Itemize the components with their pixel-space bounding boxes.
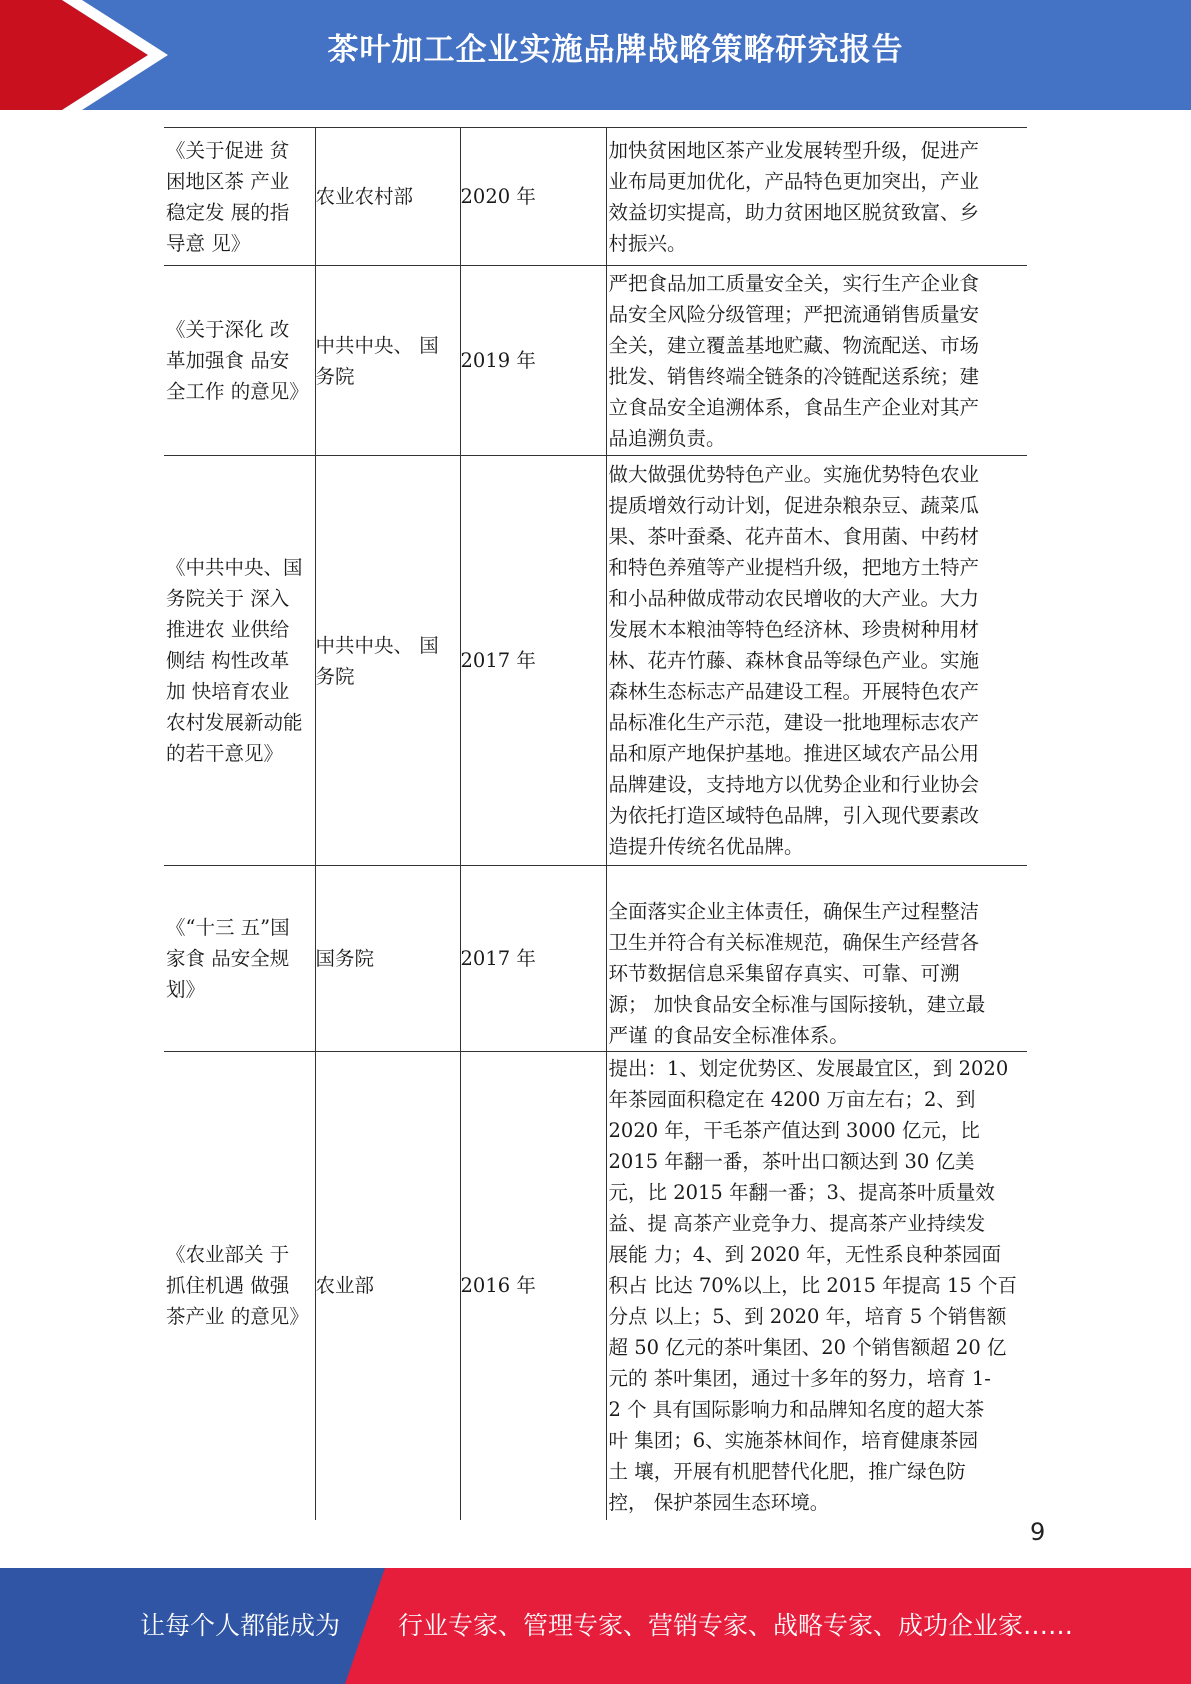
table-row — [164, 1052, 1027, 1520]
policy-content-cell — [606, 128, 1027, 266]
policy-table-wrapper — [164, 127, 1027, 1520]
content-line: 全关，建立覆盖基地贮藏、物流配送、市场 — [608, 333, 980, 357]
department-cell: 农业部 — [315, 1052, 460, 1520]
content-line: 品标准化生产示范，建设一批地理标志农产 — [608, 711, 980, 734]
year-cell: 2016 年 — [460, 1052, 606, 1520]
content-line: 控， 保护茶园生态环境。 — [608, 1491, 830, 1515]
footer-slogan-left: 让每个人都能成为 — [140, 1611, 341, 1640]
content-line: 发展木本粮油等特色经济林、珍贵树种用材 — [608, 618, 980, 641]
policy-content-cell — [606, 866, 1027, 1052]
content-line: 2020 年，干毛茶产值达到 3000 亿元，比 — [608, 1119, 980, 1143]
table-row — [164, 456, 1027, 866]
content-line: 源； 加快食品安全标准与国际接轨，建立最 — [608, 993, 986, 1016]
content-line: 土 壤，开展有机肥替代化肥，推广绿色防 — [608, 1460, 966, 1484]
content-line: 展能 力；4、到 2020 年，无性系良种茶园面 — [608, 1243, 1002, 1267]
policy-name-cell: 《中共中央、国务院关于 深入推进农 业供给侧结 构性改革加 快培育农业 农村发展新动能的若干意见》 — [164, 456, 315, 866]
content-line: 村振兴。 — [608, 231, 687, 255]
table-row — [164, 266, 1027, 456]
content-line: 环节数据信息采集留存真实、可靠、可溯 — [608, 962, 960, 985]
year-cell: 2017 年 — [460, 866, 606, 1052]
content-line: 效益切实提高，助力贫困地区脱贫致富、乡 — [608, 200, 980, 224]
table-row — [164, 866, 1027, 1052]
content-line: 和特色养殖等产业提档升级，把地方土特产 — [608, 556, 980, 579]
page-number: 9 — [1030, 1518, 1046, 1546]
content-line: 为依托打造区域特色品牌，引入现代要素改 — [608, 804, 980, 827]
policy-name-cell: 《关于深化 改革加强食 品安全工作 的意见》 — [164, 266, 315, 456]
policy-name-cell: 《农业部关 于抓住机遇 做强茶产业 的意见》 — [164, 1052, 315, 1520]
content-line: 分点 以上；5、到 2020 年，培育 5 个销售额 — [608, 1305, 1007, 1329]
content-line: 严把食品加工质量安全关，实行生产企业食 — [608, 271, 980, 295]
department-cell: 中共中央、 国务院 — [315, 456, 460, 866]
department-cell: 中共中央、 国务院 — [315, 266, 460, 456]
content-line: 超 50 亿元的茶叶集团、20 个销售额超 20 亿 — [608, 1336, 1007, 1360]
content-line: 全面落实企业主体责任，确保生产过程整洁 — [608, 900, 980, 923]
content-line: 积占 比达 70%以上，比 2015 年提高 15 个百 — [608, 1274, 1017, 1298]
policy-name-cell: 《关于促进 贫困地区茶 产业稳定发 展的指导意 见》 — [164, 128, 315, 266]
report-footer — [0, 1568, 1191, 1684]
content-line: 做大做强优势特色产业。实施优势特色农业 — [608, 463, 980, 486]
policy-name-cell: 《“十三 五”国家食 品安全规划》 — [164, 866, 315, 1052]
content-line: 叶 集团；6、实施茶林间作，培育健康茶园 — [608, 1429, 979, 1453]
content-line: 加快贫困地区茶产业发展转型升级，促进产 — [608, 138, 980, 162]
year-cell: 2019 年 — [460, 266, 606, 456]
content-line: 2015 年翻一番，茶叶出口额达到 30 亿美 — [608, 1150, 975, 1174]
content-line: 卫生并符合有关标准规范，确保生产经营各 — [608, 931, 980, 954]
content-line: 品追溯负责。 — [608, 426, 726, 450]
content-line: 品安全风险分级管理；严把流通销售质量安 — [608, 302, 980, 326]
policy-content-cell — [606, 456, 1027, 866]
report-header — [0, 0, 1191, 110]
department-cell: 农业农村部 — [315, 128, 460, 266]
content-line: 元的 茶叶集团，通过十多年的努力，培育 1- — [608, 1367, 991, 1391]
content-line: 2 个 具有国际影响力和品牌知名度的超大茶 — [608, 1398, 985, 1422]
content-line: 提质增效行动计划，促进杂粮杂豆、蔬菜瓜 — [608, 494, 980, 517]
year-cell: 2017 年 — [460, 456, 606, 866]
policy-content-cell — [606, 1052, 1027, 1520]
policy-content-cell — [606, 266, 1027, 456]
content-line: 品牌建设，支持地方以优势企业和行业协会 — [608, 773, 980, 796]
content-line: 品和原产地保护基地。推进区域农产品公用 — [608, 742, 980, 765]
content-line: 森林生态标志产品建设工程。开展特色农产 — [608, 680, 980, 703]
content-line: 造提升传统名优品牌。 — [608, 835, 804, 858]
content-line: 严谨 的食品安全标准体系。 — [608, 1024, 849, 1047]
footer-slogan-right: 行业专家、管理专家、营销专家、战略专家、成功企业家…… — [398, 1611, 1074, 1640]
content-line: 年茶园面积稳定在 4200 万亩左右；2、到 — [608, 1088, 976, 1112]
report-title: 茶叶加工企业实施品牌战略策略研究报告 — [327, 32, 904, 68]
content-line: 益、提 高茶产业竞争力、提高茶产业持续发 — [608, 1212, 986, 1236]
content-line: 元，比 2015 年翻一番；3、提高茶叶质量效 — [608, 1181, 995, 1205]
content-line: 批发、销售终端全链条的冷链配送系统；建 — [608, 364, 980, 388]
table-row — [164, 128, 1027, 266]
content-line: 果、茶叶蚕桑、花卉苗木、食用菌、中药材 — [608, 525, 980, 548]
policy-table — [164, 127, 1027, 1520]
content-line: 林、花卉竹藤、森林食品等绿色产业。实施 — [608, 649, 980, 672]
content-line: 业布局更加优化，产品特色更加突出，产业 — [608, 169, 980, 193]
content-line: 立食品安全追溯体系，食品生产企业对其产 — [608, 395, 980, 419]
content-line: 和小品种做成带动农民增收的大产业。大力 — [608, 587, 980, 610]
year-cell: 2020 年 — [460, 128, 606, 266]
department-cell: 国务院 — [315, 866, 460, 1052]
content-line: 提出：1、划定优势区、发展最宜区，到 2020 — [608, 1057, 1009, 1081]
